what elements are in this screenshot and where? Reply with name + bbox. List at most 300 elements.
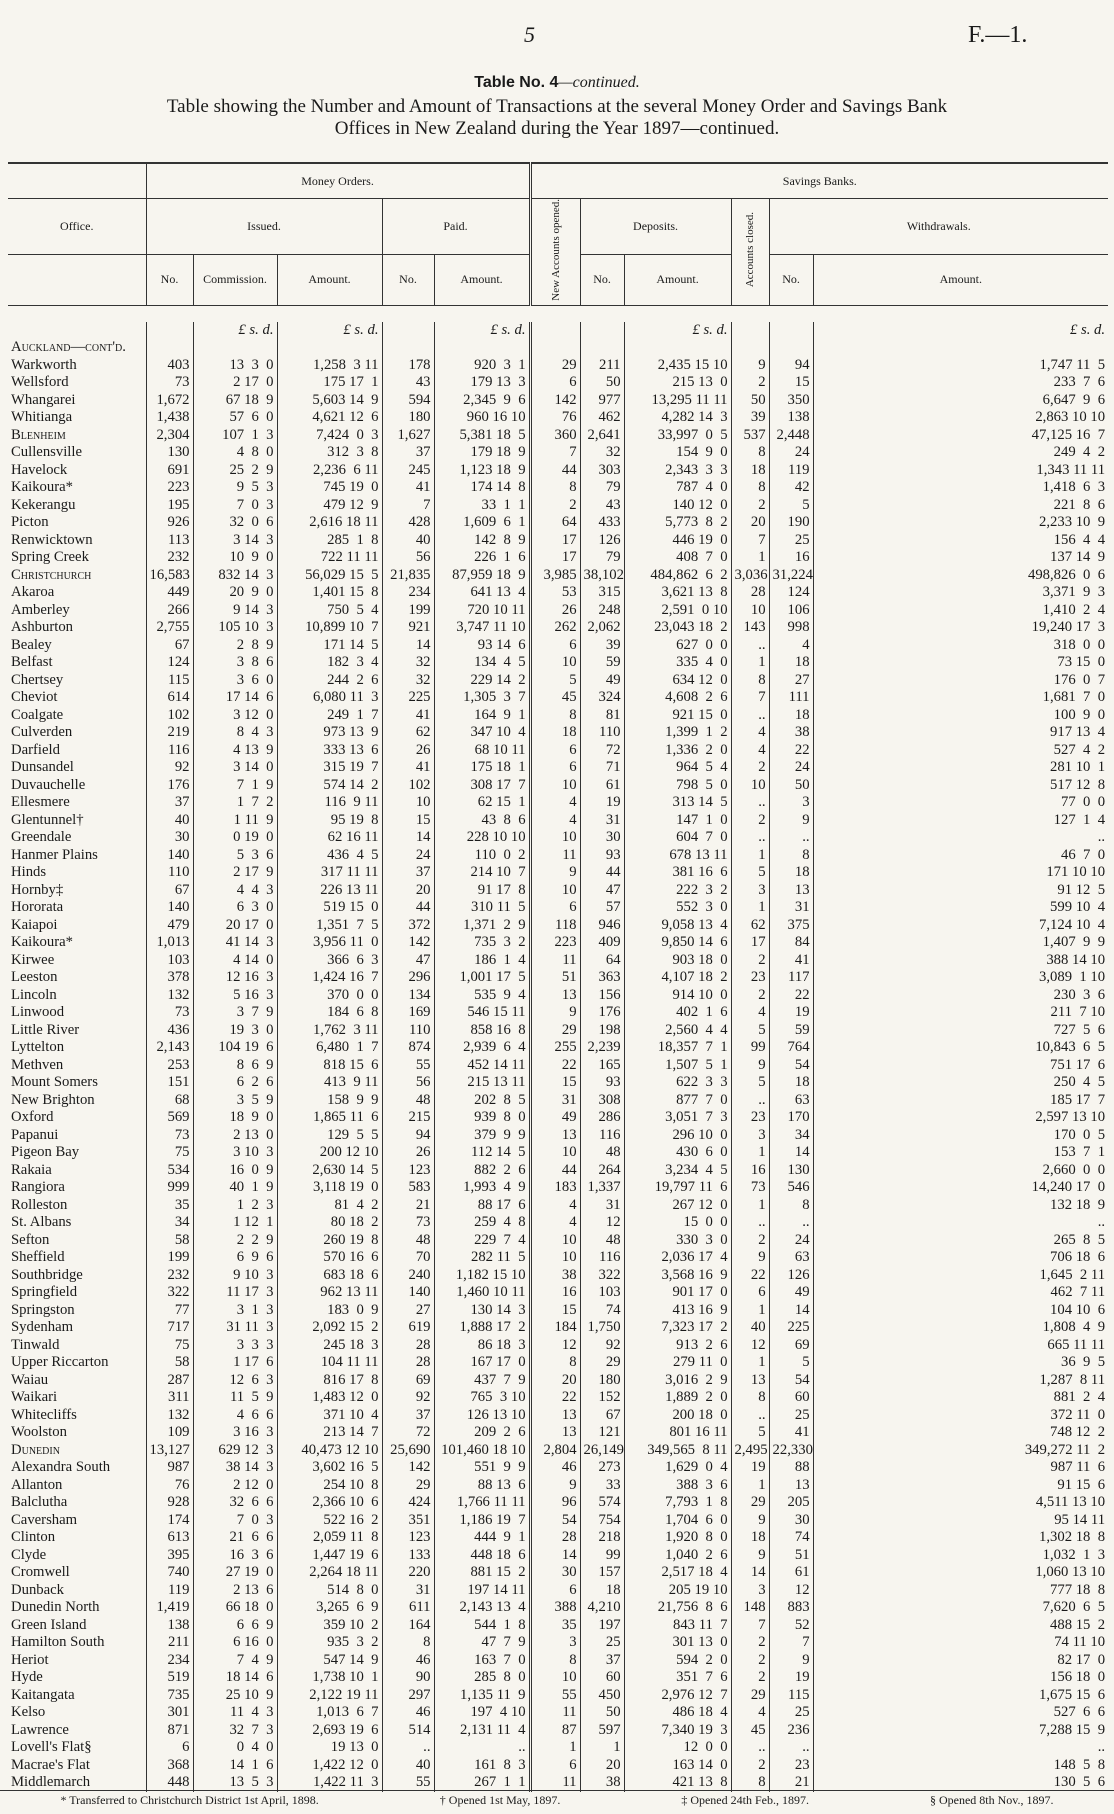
- deposits-count: 30: [580, 829, 624, 847]
- deposits-count: 324: [580, 689, 624, 707]
- withdrawals-count: 54: [769, 1372, 813, 1390]
- currency-label-blank: [8, 322, 146, 340]
- commission: 18 9 0: [193, 1109, 277, 1127]
- paid-count: 180: [382, 409, 434, 427]
- withdrawals-amount: 73 15 0: [813, 654, 1108, 672]
- paid-header: Paid.: [382, 199, 530, 255]
- table-row: [8, 549, 1108, 567]
- withdrawals-amount: 372 11 0: [813, 1407, 1108, 1425]
- issued-amount: 182 3 4: [277, 654, 382, 672]
- office-name: Caversham: [11, 1511, 78, 1528]
- new-accounts: 6: [530, 1757, 580, 1775]
- commission: 3 14 3: [193, 532, 277, 550]
- issued-count: 1,013: [146, 934, 193, 952]
- paid-amount: 33 1 1: [434, 497, 530, 515]
- new-accounts: 4: [530, 1197, 580, 1215]
- accounts-closed: 4: [731, 724, 769, 742]
- deposits-amount-header: Amount.: [624, 255, 731, 306]
- paid-count: 27: [382, 1302, 434, 1320]
- deposits-amount: 222 3 2: [624, 882, 731, 900]
- issued-count: 73: [146, 374, 193, 392]
- commission: 27 19 0: [193, 1564, 277, 1582]
- issued-count: 871: [146, 1722, 193, 1740]
- paid-amount: 142 8 9: [434, 532, 530, 550]
- withdrawals-count: 51: [769, 1547, 813, 1565]
- accounts-closed: 19: [731, 1459, 769, 1477]
- issued-amount: 1,738 10 1: [277, 1669, 382, 1687]
- paid-count: 24: [382, 847, 434, 865]
- paid-count: 7: [382, 497, 434, 515]
- paid-amount: 920 3 1: [434, 357, 530, 375]
- withdrawals-amount: 170 0 5: [813, 1127, 1108, 1145]
- transactions-table: [8, 162, 1108, 1792]
- table-row: [8, 969, 1108, 987]
- deposits-count: 597: [580, 1722, 624, 1740]
- withdrawals-count: 375: [769, 917, 813, 935]
- issued-amount: 547 14 9: [277, 1652, 382, 1670]
- issued-count: 999: [146, 1179, 193, 1197]
- accounts-closed: 39: [731, 409, 769, 427]
- withdrawals-count: 117: [769, 969, 813, 987]
- deposits-amount: 279 11 0: [624, 1354, 731, 1372]
- paid-amount: 88 13 6: [434, 1477, 530, 1495]
- withdrawals-count: 23: [769, 1757, 813, 1775]
- new-accounts: 8: [530, 1652, 580, 1670]
- commission: 2 13 6: [193, 1582, 277, 1600]
- deposits-amount: 7,323 17 2: [624, 1319, 731, 1337]
- deposits-count: 93: [580, 847, 624, 865]
- issued-amount: 95 19 8: [277, 812, 382, 830]
- office-name: Methven: [11, 1056, 64, 1073]
- issued-amount: 522 16 2: [277, 1512, 382, 1530]
- issued-amount: 226 13 11: [277, 882, 382, 900]
- issued-count: 37: [146, 794, 193, 812]
- deposits-amount: 903 18 0: [624, 952, 731, 970]
- paid-amount: 858 16 8: [434, 1022, 530, 1040]
- commission: 2 17 0: [193, 374, 277, 392]
- commission: 3 7 9: [193, 1004, 277, 1022]
- new-accounts: 10: [530, 1249, 580, 1267]
- issued-count: 1,672: [146, 392, 193, 410]
- withdrawals-amount: 1,302 18 8: [813, 1529, 1108, 1547]
- deposits-amount: 4,107 18 2: [624, 969, 731, 987]
- deposits-amount: 388 3 6: [624, 1477, 731, 1495]
- issued-count: 378: [146, 969, 193, 987]
- deposits-count: 574: [580, 1494, 624, 1512]
- issued-amount: 1,013 6 7: [277, 1704, 382, 1722]
- paid-count: 583: [382, 1179, 434, 1197]
- office-name: Blenheim: [11, 426, 66, 443]
- table-row: [8, 339, 1108, 357]
- withdrawals-amount: 104 10 6: [813, 1302, 1108, 1320]
- withdrawals-amount: 82 17 0: [813, 1652, 1108, 1670]
- deposits-amount: 13,295 11 11: [624, 392, 731, 410]
- new-accounts: 26: [530, 602, 580, 620]
- table-row: [8, 1564, 1108, 1582]
- office-name: Akaroa: [11, 584, 55, 601]
- new-accounts: 55: [530, 1687, 580, 1705]
- paid-amount: 110 0 2: [434, 847, 530, 865]
- deposits-count: 67: [580, 1407, 624, 1425]
- paid-count: 134: [382, 987, 434, 1005]
- commission: 5 16 3: [193, 987, 277, 1005]
- withdrawals-header: Withdrawals.: [769, 199, 1108, 255]
- table-row: [8, 1144, 1108, 1162]
- table-row: [8, 392, 1108, 410]
- new-accounts: 5: [530, 672, 580, 690]
- deposits-amount: 15 0 0: [624, 1214, 731, 1232]
- page-number: 5: [524, 22, 535, 47]
- deposits-amount: 634 12 0: [624, 672, 731, 690]
- table-row: [8, 847, 1108, 865]
- accounts-closed: 2: [731, 1232, 769, 1250]
- deposits-amount: 140 12 0: [624, 497, 731, 515]
- commission: 4 8 0: [193, 444, 277, 462]
- table-row: [8, 1092, 1108, 1110]
- withdrawals-count: 22: [769, 742, 813, 760]
- office-name: Sheffield: [11, 1249, 65, 1266]
- deposits-count: 462: [580, 409, 624, 427]
- deposits-count: 59: [580, 654, 624, 672]
- deposits-amount: 594 2 0: [624, 1652, 731, 1670]
- paid-count: 240: [382, 1267, 434, 1285]
- withdrawals-count: 225: [769, 1319, 813, 1337]
- commission: 9 5 3: [193, 479, 277, 497]
- deposits-amount: 430 6 0: [624, 1144, 731, 1162]
- paid-amount: 1,186 19 7: [434, 1512, 530, 1530]
- deposits-amount: 2,517 18 4: [624, 1564, 731, 1582]
- issued-amount: 183 0 9: [277, 1302, 382, 1320]
- commission: 107 1 3: [193, 427, 277, 445]
- issued-amount: 3,265 6 9: [277, 1599, 382, 1617]
- office-name: St. Albans: [11, 1214, 72, 1231]
- paid-amount: 88 17 6: [434, 1197, 530, 1215]
- paid-amount: 452 14 11: [434, 1057, 530, 1075]
- table-row: [8, 1074, 1108, 1092]
- office-name: Havelock: [11, 461, 68, 478]
- paid-amount: 228 10 10: [434, 829, 530, 847]
- new-accounts: 118: [530, 917, 580, 935]
- deposits-count: 152: [580, 1389, 624, 1407]
- accounts-closed: 3: [731, 882, 769, 900]
- paid-amount: 167 17 0: [434, 1354, 530, 1372]
- deposits-count: 33: [580, 1477, 624, 1495]
- issued-amount: 315 19 7: [277, 759, 382, 777]
- issued-amount: 722 11 11: [277, 549, 382, 567]
- deposits-amount: 4,608 2 6: [624, 689, 731, 707]
- paid-amount: 86 18 3: [434, 1337, 530, 1355]
- withdrawals-count: 19: [769, 1004, 813, 1022]
- accounts-closed: 1: [731, 654, 769, 672]
- withdrawals-amount: 527 4 2: [813, 742, 1108, 760]
- withdrawals-amount: 665 11 11: [813, 1337, 1108, 1355]
- deposits-amount: 9,850 14 6: [624, 934, 731, 952]
- office-name: Lovell's Flat§: [11, 1739, 92, 1756]
- paid-amount: 444 9 1: [434, 1529, 530, 1547]
- paid-amount: 1,888 17 2: [434, 1319, 530, 1337]
- paid-amount-header: Amount.: [434, 255, 530, 306]
- office-name: Rakaia: [11, 1161, 52, 1178]
- issued-amount: 479 12 9: [277, 497, 382, 515]
- commission: 3 3 3: [193, 1337, 277, 1355]
- withdrawals-count: 124: [769, 584, 813, 602]
- commission: 20 9 0: [193, 584, 277, 602]
- withdrawals-count: 15: [769, 374, 813, 392]
- deposits-amount: 9,058 13 4: [624, 917, 731, 935]
- issued-count: 232: [146, 1267, 193, 1285]
- accounts-closed: 9: [731, 357, 769, 375]
- paid-count: 140: [382, 1284, 434, 1302]
- commission: 40 1 9: [193, 1179, 277, 1197]
- paid-count: 428: [382, 514, 434, 532]
- accounts-closed: 3: [731, 1582, 769, 1600]
- issued-count: 138: [146, 1617, 193, 1635]
- paid-count: 31: [382, 1582, 434, 1600]
- withdrawals-amount: 156 18 0: [813, 1669, 1108, 1687]
- accounts-closed: 1: [731, 1302, 769, 1320]
- accounts-closed: 18: [731, 462, 769, 480]
- deposits-count: 38,102: [580, 567, 624, 585]
- accounts-closed: 6: [731, 1284, 769, 1302]
- office-name: Lawrence: [11, 1721, 69, 1738]
- paid-amount: 1,993 4 9: [434, 1179, 530, 1197]
- deposits-amount: 446 19 0: [624, 532, 731, 550]
- deposits-count: 197: [580, 1617, 624, 1635]
- paid-count: 90: [382, 1669, 434, 1687]
- withdrawals-amount: 527 6 6: [813, 1704, 1108, 1722]
- issued-amount: 317 11 11: [277, 864, 382, 882]
- paid-amount: 267 1 1: [434, 1774, 530, 1792]
- issued-count: 58: [146, 1354, 193, 1372]
- commission: 105 10 3: [193, 619, 277, 637]
- deposits-amount: 408 7 0: [624, 549, 731, 567]
- withdrawals-amount: 3,371 9 3: [813, 584, 1108, 602]
- table-row: [8, 427, 1108, 445]
- paid-amount: 308 17 7: [434, 777, 530, 795]
- table-row: [8, 654, 1108, 672]
- paid-amount: 546 15 11: [434, 1004, 530, 1022]
- withdrawals-count: 60: [769, 1389, 813, 1407]
- deposits-count: 1,337: [580, 1179, 624, 1197]
- table-row: [8, 759, 1108, 777]
- issued-amount: 184 6 8: [277, 1004, 382, 1022]
- office-name: Rolleston: [11, 1196, 68, 1213]
- table-title: [0, 74, 1114, 92]
- deposits-count: 20: [580, 1757, 624, 1775]
- withdrawals-count: 8: [769, 1197, 813, 1215]
- office-name: Kirwee: [11, 951, 55, 968]
- currency-units: £ s. d.: [434, 322, 530, 340]
- issued-amount: 81 4 2: [277, 1197, 382, 1215]
- withdrawals-amount: 1,418 6 3: [813, 479, 1108, 497]
- withdrawals-amount: 19,240 17 3: [813, 619, 1108, 637]
- office-name: Kaitangata: [11, 1686, 75, 1703]
- money-orders-header: Money Orders.: [146, 163, 530, 199]
- commission: 16 0 9: [193, 1162, 277, 1180]
- deposits-count: 31: [580, 812, 624, 830]
- accounts-closed: 14: [731, 1564, 769, 1582]
- deposits-amount: 552 3 0: [624, 899, 731, 917]
- deposits-count: 308: [580, 1092, 624, 1110]
- issued-count: 253: [146, 1057, 193, 1075]
- issued-count: 130: [146, 444, 193, 462]
- withdrawals-count: 50: [769, 777, 813, 795]
- issued-amount: 514 8 0: [277, 1582, 382, 1600]
- paid-count: 21: [382, 1197, 434, 1215]
- withdrawals-amount: 91 15 6: [813, 1477, 1108, 1495]
- issued-amount: 1,401 15 8: [277, 584, 382, 602]
- currency-units: £ s. d.: [624, 322, 731, 340]
- paid-amount: 939 8 0: [434, 1109, 530, 1127]
- deposits-amount: 484,862 6 2: [624, 567, 731, 585]
- new-accounts: 30: [530, 1564, 580, 1582]
- paid-count: 43: [382, 374, 434, 392]
- withdrawals-amount: 176 0 7: [813, 672, 1108, 690]
- office-name: Kekerangu: [11, 496, 76, 513]
- withdrawals-amount: 10,843 6 5: [813, 1039, 1108, 1057]
- accounts-closed: 2,495: [731, 1442, 769, 1460]
- accounts-closed: 45: [731, 1722, 769, 1740]
- deposits-count: 2,062: [580, 619, 624, 637]
- commission: 3 8 6: [193, 654, 277, 672]
- issued-amount: 19 13 0: [277, 1739, 382, 1757]
- accounts-closed: 9: [731, 1249, 769, 1267]
- issued-amount: 935 3 2: [277, 1634, 382, 1652]
- accounts-closed: 8: [731, 479, 769, 497]
- issued-amount: 244 2 6: [277, 672, 382, 690]
- table-row: [8, 1669, 1108, 1687]
- paid-amount: 1,001 17 5: [434, 969, 530, 987]
- new-accounts: 4: [530, 1214, 580, 1232]
- withdrawals-amount: 2,233 10 9: [813, 514, 1108, 532]
- withdrawals-amount: 148 5 8: [813, 1757, 1108, 1775]
- issued-count: 40: [146, 812, 193, 830]
- commission: 3 10 3: [193, 1144, 277, 1162]
- withdrawals-amount: 77 0 0: [813, 794, 1108, 812]
- issued-amount: 5,603 14 9: [277, 392, 382, 410]
- withdrawals-count: 4: [769, 637, 813, 655]
- office-name: Green Island: [11, 1616, 87, 1633]
- withdrawals-count: 126: [769, 1267, 813, 1285]
- commission: 1 11 9: [193, 812, 277, 830]
- office-header-blank: [8, 163, 146, 199]
- new-accounts: 29: [530, 357, 580, 375]
- withdrawals-count: 9: [769, 812, 813, 830]
- office-name: Amberley: [11, 601, 70, 618]
- issued-count: 109: [146, 1424, 193, 1442]
- withdrawals-amount: 1,032 1 3: [813, 1547, 1108, 1565]
- withdrawals-amount: 3,089 1 10: [813, 969, 1108, 987]
- commission: 32 6 6: [193, 1494, 277, 1512]
- deposits-count: 322: [580, 1267, 624, 1285]
- issued-amount: 333 13 6: [277, 742, 382, 760]
- issued-count: 67: [146, 882, 193, 900]
- deposits-amount: 413 16 9: [624, 1302, 731, 1320]
- office-name: Hinds: [11, 864, 47, 881]
- paid-amount: 1,371 2 9: [434, 917, 530, 935]
- commission: 7 4 9: [193, 1652, 277, 1670]
- issued-count: 1,438: [146, 409, 193, 427]
- paid-amount: 229 14 2: [434, 672, 530, 690]
- deposits-count: 49: [580, 672, 624, 690]
- issued-count: 132: [146, 1407, 193, 1425]
- accounts-closed: ..: [731, 1407, 769, 1425]
- table-row: [8, 724, 1108, 742]
- deposits-count: 2,641: [580, 427, 624, 445]
- paid-count: 73: [382, 1214, 434, 1232]
- withdrawals-amount: 132 18 9: [813, 1197, 1108, 1215]
- issued-count: 103: [146, 952, 193, 970]
- office-name: Hornby‡: [11, 881, 64, 898]
- deposits-amount: 301 13 0: [624, 1634, 731, 1652]
- paid-count: 921: [382, 619, 434, 637]
- paid-count: 56: [382, 549, 434, 567]
- paid-amount: 130 14 3: [434, 1302, 530, 1320]
- table-row: [8, 1389, 1108, 1407]
- issued-amount: 56,029 15 5: [277, 567, 382, 585]
- new-accounts-label: New Accounts opened.: [549, 199, 562, 301]
- deposits-amount: 154 9 0: [624, 444, 731, 462]
- paid-count: 46: [382, 1652, 434, 1670]
- deposits-count: 74: [580, 1302, 624, 1320]
- paid-amount: 214 10 7: [434, 864, 530, 882]
- paid-amount: 126 13 10: [434, 1407, 530, 1425]
- office-name: Hyde: [11, 1669, 43, 1686]
- accounts-closed: 7: [731, 532, 769, 550]
- accounts-closed: 2: [731, 759, 769, 777]
- accounts-closed: 9: [731, 1057, 769, 1075]
- withdrawals-amount: 488 15 2: [813, 1617, 1108, 1635]
- issued-amount: 1,422 12 0: [277, 1757, 382, 1775]
- table-row: [8, 1722, 1108, 1740]
- withdrawals-count: 5: [769, 1354, 813, 1372]
- withdrawals-amount: 1,343 11 11: [813, 462, 1108, 480]
- table-row: [8, 584, 1108, 602]
- issued-amount: 175 17 1: [277, 374, 382, 392]
- paid-count: 41: [382, 759, 434, 777]
- commission: 41 14 3: [193, 934, 277, 952]
- new-accounts: 54: [530, 1512, 580, 1530]
- paid-count: 594: [382, 392, 434, 410]
- withdrawals-count: 38: [769, 724, 813, 742]
- footnote: † Opened 1st May, 1897.: [439, 1793, 561, 1807]
- deposits-amount: 147 1 0: [624, 812, 731, 830]
- accounts-closed: 5: [731, 864, 769, 882]
- issued-no-header: No.: [146, 255, 193, 306]
- accounts-closed: 4: [731, 1004, 769, 1022]
- issued-count: 195: [146, 497, 193, 515]
- issued-count: 77: [146, 1302, 193, 1320]
- office-name: Springston: [11, 1301, 75, 1318]
- issued-count: 395: [146, 1547, 193, 1565]
- paid-amount: 68 10 11: [434, 742, 530, 760]
- issued-amount: 574 14 2: [277, 777, 382, 795]
- deposits-count: 50: [580, 374, 624, 392]
- withdrawals-amount: 498,826 0 6: [813, 567, 1108, 585]
- paid-count: 611: [382, 1599, 434, 1617]
- issued-count: 287: [146, 1372, 193, 1390]
- table-row: [8, 917, 1108, 935]
- accounts-closed: 3: [731, 1127, 769, 1145]
- withdrawals-amount: 7,288 15 9: [813, 1722, 1108, 1740]
- withdrawals-amount: 751 17 6: [813, 1057, 1108, 1075]
- withdrawals-count: 25: [769, 1407, 813, 1425]
- table-row: [8, 1442, 1108, 1460]
- deposits-count: 180: [580, 1372, 624, 1390]
- subtitle-line-1: Table showing the Number and Amount of Transactions at the several Money Order and Savings Bank: [166, 96, 948, 117]
- issued-count: 76: [146, 1477, 193, 1495]
- deposits-count: 71: [580, 759, 624, 777]
